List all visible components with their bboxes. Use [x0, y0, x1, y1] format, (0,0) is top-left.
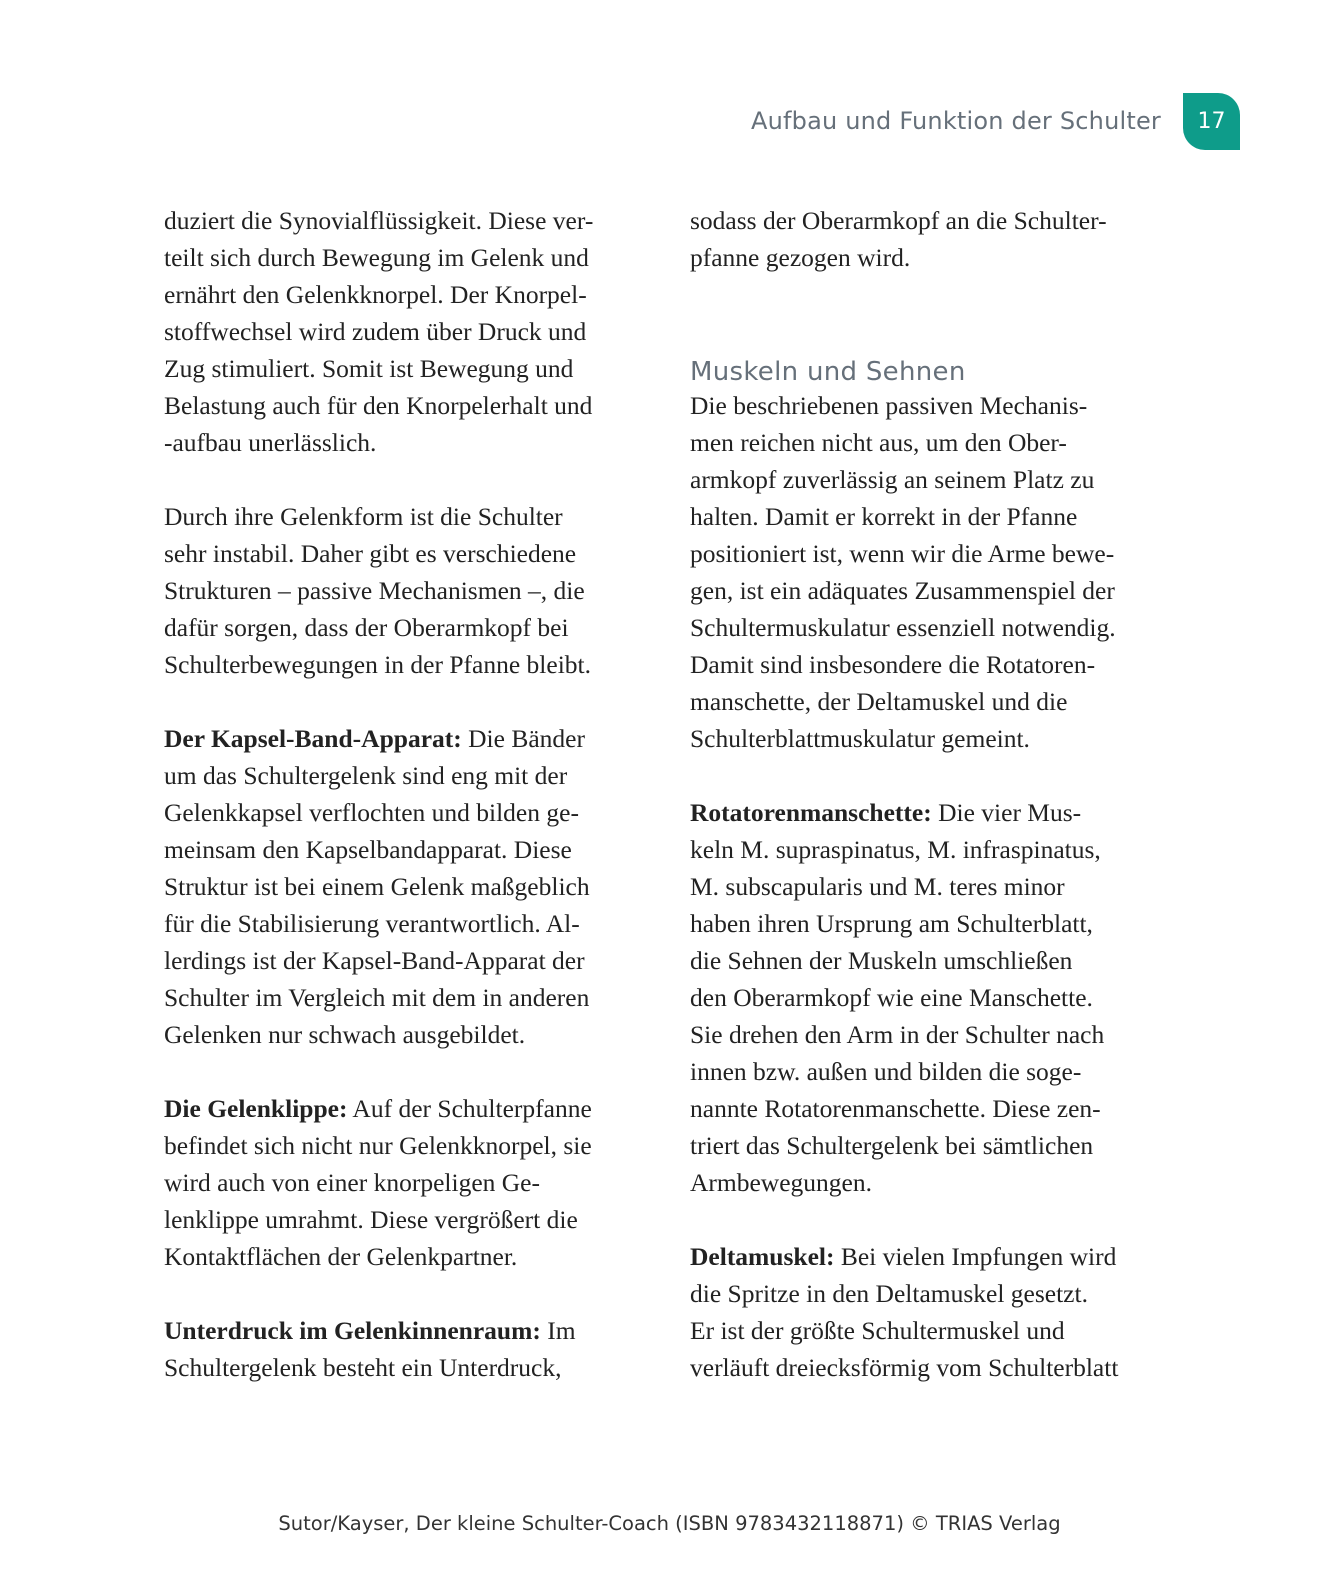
text-line: men reichen nicht aus, um den Ober- [690, 428, 1067, 457]
text-line: ernährt den Gelenkknorpel. Der Knorpel- [164, 280, 587, 309]
text-line: manschette, der Deltamuskel und die [690, 687, 1068, 716]
paragraph [690, 794, 1180, 1201]
paragraph [164, 1090, 650, 1275]
paragraph [690, 1238, 1180, 1386]
text-line: Durch ihre Gelenkform ist die Schulter [164, 502, 563, 531]
text-line: den Oberarmkopf wie eine Manschette. [690, 983, 1093, 1012]
text-line: Schultergelenk besteht ein Unterdruck, [164, 1353, 562, 1382]
term-text: Auf der Schulterpfanne [347, 1094, 592, 1123]
text-line: Strukturen – passive Mechanismen –, die [164, 576, 585, 605]
running-head: Aufbau und Funktion der Schulter [750, 107, 1161, 135]
text-line: nannte Rotatorenmanschette. Diese zen- [690, 1094, 1101, 1123]
paragraph [164, 498, 650, 683]
text-line: für die Stabilisierung verantwortlich. Al- [164, 909, 580, 938]
text-line: Belastung auch für den Knorpelerhalt und [164, 391, 593, 420]
paragraph [164, 1312, 650, 1386]
text-line: Schulterbewegungen in der Pfanne bleibt. [164, 650, 592, 679]
text-line: wird auch von einer knorpeligen Ge- [164, 1168, 540, 1197]
text-line: die Spritze in den Deltamuskel gesetzt. [690, 1279, 1088, 1308]
text-line: M. subscapularis und M. teres minor [690, 872, 1065, 901]
text-line: verläuft dreiecksförmig vom Schulterblatt [690, 1353, 1119, 1382]
text-line: Damit sind insbesondere die Rotatoren- [690, 650, 1096, 679]
text-line: haben ihren Ursprung am Schulterblatt, [690, 909, 1093, 938]
bold-term: Rotatorenmanschette: [690, 798, 932, 827]
text-line [164, 1312, 650, 1349]
text-line: sodass der Oberarmkopf an die Schulter- [690, 206, 1107, 235]
bold-term: Deltamuskel: [690, 1242, 835, 1271]
text-line: armkopf zuverlässig an seinem Platz zu [690, 465, 1095, 494]
paragraph [164, 720, 650, 1053]
text-line: duziert die Synovialflüssigkeit. Diese ver- [164, 206, 594, 235]
bold-term: Die Gelenklippe: [164, 1094, 348, 1123]
text-line [690, 1238, 1180, 1275]
text-line [164, 720, 650, 757]
term-text: Die Bänder [461, 724, 585, 753]
paragraph [164, 202, 650, 461]
section-heading: Muskeln und Sehnen [690, 357, 966, 387]
text-line: Armbewegungen. [690, 1168, 872, 1197]
term-text: Die vier Mus- [931, 798, 1082, 827]
text-line: Schulterblattmuskulatur gemeint. [690, 724, 1030, 753]
text-line: Schulter im Vergleich mit dem in anderen [164, 983, 590, 1012]
text-line: positioniert ist, wenn wir die Arme bewe- [690, 539, 1115, 568]
right-column [690, 202, 1180, 1386]
text-line: lenklippe umrahmt. Diese vergrößert die [164, 1205, 578, 1234]
text-line: Sie drehen den Arm in der Schulter nach [690, 1020, 1105, 1049]
text-line: teilt sich durch Bewegung im Gelenk und [164, 243, 589, 272]
text-line: Gelenkkapsel verflochten und bilden ge- [164, 798, 579, 827]
text-line: die Sehnen der Muskeln umschließen [690, 946, 1073, 975]
text-line: meinsam den Kapselbandapparat. Diese [164, 835, 572, 864]
copyright-footer: Sutor/Kayser, Der kleine Schulter-Coach (ISBN 9783432118871) © TRIAS Verlag [278, 1512, 1061, 1535]
text-line: Schultermuskulatur essenziell notwendig. [690, 613, 1116, 642]
text-line: sehr instabil. Daher gibt es verschiedene [164, 539, 577, 568]
text-line: dafür sorgen, dass der Oberarmkopf bei [164, 613, 569, 642]
text-line: Gelenken nur schwach ausgebildet. [164, 1020, 526, 1049]
text-line: Zug stimuliert. Somit ist Bewegung und [164, 354, 574, 383]
text-line: stoffwechsel wird zudem über Druck und [164, 317, 587, 346]
bold-term: Der Kapsel-Band-Apparat: [164, 724, 462, 753]
left-column [164, 202, 650, 1386]
text-line: keln M. supraspinatus, M. infraspinatus, [690, 835, 1101, 864]
text-line [690, 794, 1180, 831]
text-line: lerdings ist der Kapsel-Band-Apparat der [164, 946, 585, 975]
text-line: um das Schultergelenk sind eng mit der [164, 761, 568, 790]
text-line: Struktur ist bei einem Gelenk maßgeblich [164, 872, 590, 901]
text-line: halten. Damit er korrekt in der Pfanne [690, 502, 1078, 531]
text-line: Kontaktflächen der Gelenkpartner. [164, 1242, 518, 1271]
paragraph [690, 387, 1180, 757]
text-line: pfanne gezogen wird. [690, 243, 911, 272]
text-line: Die beschriebenen passiven Mechanis- [690, 391, 1088, 420]
term-text: Im [540, 1316, 576, 1345]
text-line: -aufbau unerlässlich. [164, 428, 377, 457]
text-line [164, 1090, 650, 1127]
text-line: Er ist der größte Schultermuskel und [690, 1316, 1065, 1345]
paragraph [690, 202, 1180, 276]
text-line: innen bzw. außen und bilden die soge- [690, 1057, 1082, 1086]
bold-term: Unterdruck im Gelenkinnenraum: [164, 1316, 541, 1345]
text-line: gen, ist ein adäquates Zusammenspiel der [690, 576, 1115, 605]
text-line: befindet sich nicht nur Gelenkknorpel, sie [164, 1131, 592, 1160]
page-number-badge: 17 [1183, 93, 1240, 150]
term-text: Bei vielen Impfungen wird [834, 1242, 1117, 1271]
text-line: triert das Schultergelenk bei sämtlichen [690, 1131, 1094, 1160]
